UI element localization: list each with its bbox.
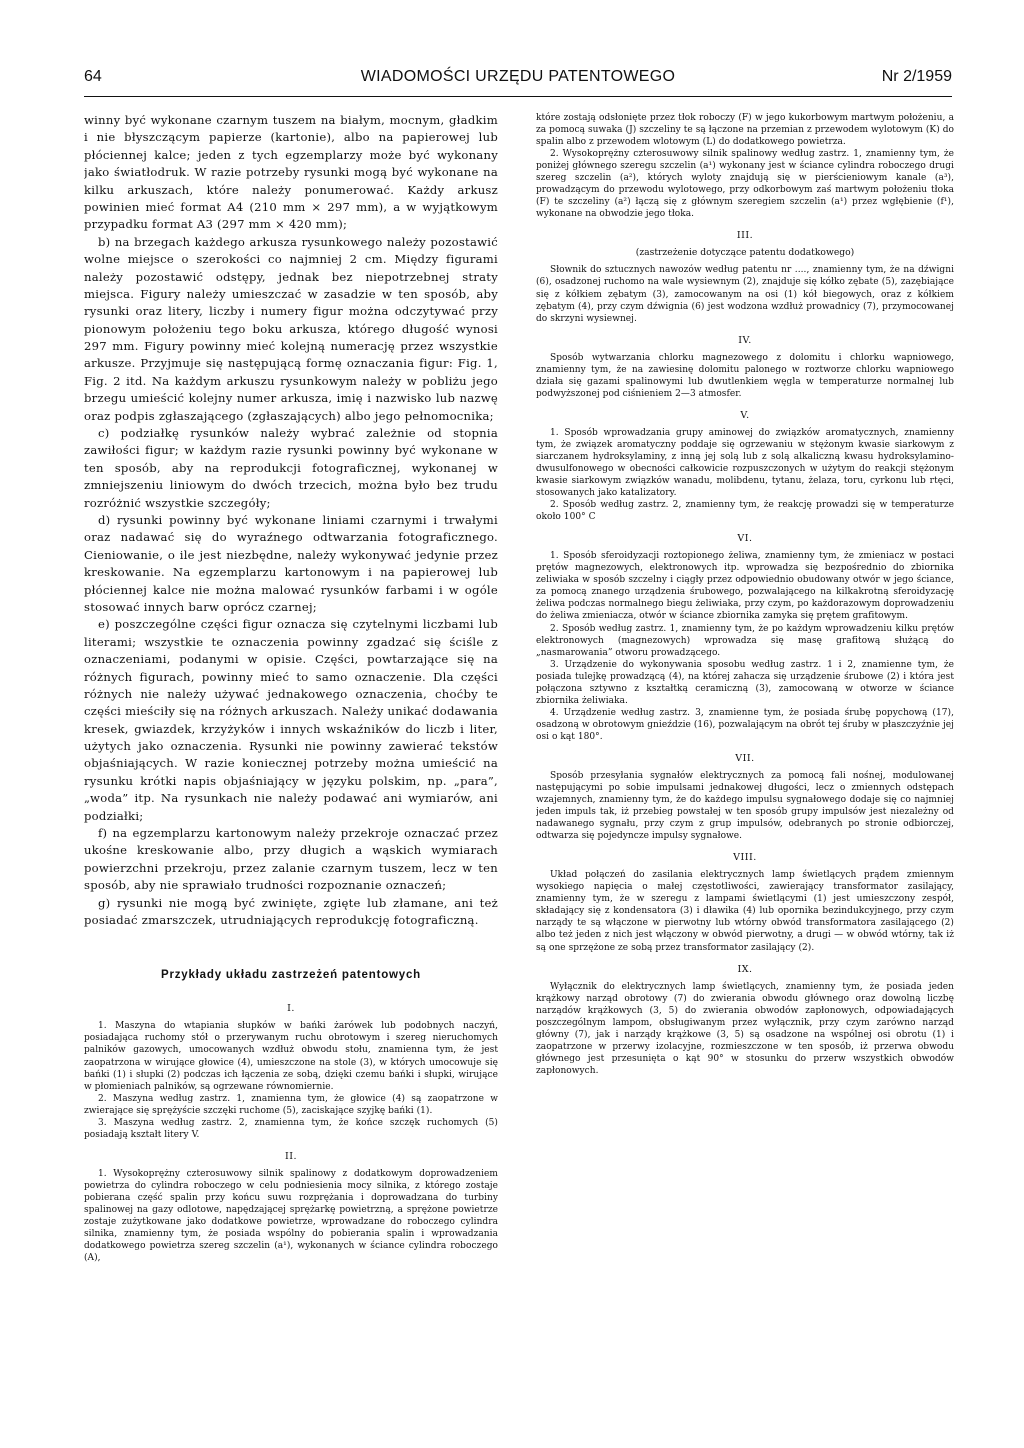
- claim: 1. Maszyna do wtapiania słupków w bańki żarówek lub podobnych naczyń, posiadająca ruchomy stół o przerywanym ruchu obrotowym i szereg nieruchomych palników gazowych, umocowanych wzdłuż obwodu stołu, znamienna tym, że jest zaopatrzona w wirujące głowice (4), umieszczone na stole (3), w których umocowuje się bańki (1) i słupki (2) podczas ich łączenia ze sobą, dzięki czemu bańki i słupki, wirujące w płomieniach palników, są ogrzewane równomiernie.: [84, 1021, 498, 1092]
- section-number: V.: [740, 409, 750, 421]
- paragraph: d) rysunki powinny być wykonane liniami czarnymi i trwałymi oraz nadawać się do wyraźnego odtwarzania fotograficznego. Cieniowanie, o ile jest niezbędne, należy wykonywać jedynie przez kreskowanie. Na egzemplarzu kartonowym i na papierowej lub płóciennej kalce nie można malować rysunków farbami i w ogóle stosować innych barw oprócz czarnej;: [84, 512, 498, 614]
- right-column: [536, 112, 954, 1077]
- section-number: I.: [287, 1003, 295, 1015]
- section-number: IX.: [737, 963, 753, 975]
- paragraph: c) podziałkę rysunków należy wybrać zależnie od stopnia zawiłości figur; w każdym razie rysunki powinny być wykonane w ten sposób, aby na reprodukcji fotograficznej, wykonanej w zmniejszeniu liniowym do dwóch trzecich, można było bez trudu rozróżnić wszystkie szczegóły;: [84, 426, 498, 510]
- claim: 1. Sposób wprowadzania grupy aminowej do związków aromatycznych, znamienny tym, że związek aromatyczny poddaje się ogrzewaniu w stężonym kwasie siarkowym z siarczanem hydroksylaminy, z inną jej solą lub z solą alkaliczną kwasu hydroksylamino-dwusulfonowego w obecności całkowicie rozpuszczonych w użytym do reakcji stężonym kwasie siarkowym związków wanadu, molibdenu, tytanu, żelaza, toru, cyrkonu lub rtęci, stosowanych jako katalizatory.: [536, 427, 954, 499]
- paragraph: f) na egzemplarzu kartonowym należy przekroje oznaczać przez ukośne kreskowanie albo, przy długich a wąskich wymiarach powierzchni przekroju, przez zalanie czarnym tuszem, lecz w ten sposób, aby nie sprawiało trudności rozpoznanie oznaczeń;: [84, 826, 498, 893]
- running-header: [84, 68, 952, 98]
- claim: Sposób przesyłania sygnałów elektrycznych za pomocą fali nośnej, modulowanej następującymi po sobie impulsami jednakowej długości, lecz o zmiennych odstępach wzajemnych, znamienny tym, że do każdego impulsu sygnałowego dodaje się co najmniej jeden impuls tak, iż przebieg powstałej w ten sposób grupy impulsów jest niezależny od nadawanego sygnału, przy czym z grup impulsów, odebranych po stronie odbiorczej, odtwarza się pojedyncze impulsy sygnałowe.: [536, 770, 954, 842]
- section-number: III.: [736, 230, 754, 242]
- claim: 1. Sposób sferoidyzacji roztopionego żeliwa, znamienny tym, że zmieniacz w postaci prętów magnezowych, elektronowych itp. wprowadza się bezpośrednio do zbiornika zeliwiaka w sposób szczelny i ciągły przez odpowiednio obudowany otwór w jego ściance, za pomocą znanego urządzenia śrubowego, pozwalającego na kilkakrotną sferoidyzację żeliwa podczas normalnego biegu żeliwiaka, przy czym, po każdorazowym doprowadzeniu do żeliwa zmieniacza, otwór w ściance zbiornika zamyka się prętem grafitowym.: [536, 551, 954, 622]
- claim: 2. Maszyna według zastrz. 1, znamienna tym, że głowice (4) są zaopatrzone w zwierające się sprężyście szczęki ruchome (5), zaciskające szyjkę bańki (1).: [84, 1093, 498, 1116]
- section-number: VI.: [737, 533, 753, 545]
- claim: 3. Maszyna według zastrz. 2, znamienna tym, że końce szczęk ruchomych (5) posiadają kształt litery V.: [84, 1117, 498, 1140]
- paragraph: winny być wykonane czarnym tuszem na białym, mocnym, gładkim i nie błyszczącym papierze (kartonie), albo na papierowej lub płóciennej kalce; jeden z tych egzemplarzy może być wykonany jako światłodruk. W razie potrzeby rysunki mogą być wykonane na kilku arkuszach, które należy ponumerować. Każdy arkusz powinien mieć format A4 (210 mm × 297 mm), a w wyjątkowym przypadku format A3 (297 mm × 420 mm);: [84, 113, 498, 232]
- claim: Układ połączeń do zasilania elektrycznych lamp świetlących prądem zmiennym wysokiego napięcia o małej częstotliwości, zawierający transformator zasilający, znamienny tym, że w szeregu z lampami świetlącymi (1) jest umieszczony zespół, składający się z kondensatora (3) i dławika (4) lub opornika bezindukcyjnego, przy czym narządy te są włączone w pierwotny lub wtórny obwód transformatora zasilającego (2) albo też jeden z nich jest włączony w obwód pierwotny, a drugi — w obwód wtórny, tak iż są one sprzężone ze sobą przez transformator zasilający (2).: [536, 870, 954, 953]
- claim: 2. Sposób według zastrz. 2, znamienny tym, że reakcję prowadzi się w temperaturze około 100° C: [536, 500, 954, 523]
- paragraph: e) poszczególne części figur oznacza się czytelnymi liczbami lub literami; wszystkie te oznaczenia powinny zgadzać się ściśle z oznaczeniami, podanymi w opisie. Części, powtarzające się na różnych figurach, powinny mieć to samo oznaczenie. Dla części różnych nie należy używać jednakowego oznaczenia, choćby te części mieściły się na różnych arkuszach. Należy unikać dodawania kresek, gwiazdek, krzyżyków i innych wskaźników do liczb i liter, użytych jako oznaczenia. Rysunki nie powinny zawierać tekstów objaśniających. W razie koniecznej potrzeby można umieścić na rysunku krótki napis objaśniający w języku polskim, np. „para”, „woda” itp. Na rysunkach nie należy podawać ani wymiarów, ani podziałki;: [84, 617, 498, 823]
- section-II: [84, 1151, 498, 1264]
- section-subtitle: (zastrzeżenie dotyczące patentu dodatkowego): [635, 247, 855, 259]
- drawing-requirements: [84, 112, 498, 929]
- paragraph: b) na brzegach każdego arkusza rysunkowego należy pozostawić wolne miejsce o szerokości co najmniej 2 cm. Między figurami należy pozostawić odstępy, jednak bez niepotrzebnej straty miejsca. Figury należy umieszczać w zasadzie w ten sposób, aby rysunki oraz litery, liczby i numery figur można odczytywać przy pionowym położeniu tego boku arkusza, którego długość wynosi 297 mm. Figury powinny mieć kolejną numerację przez wszystkie arkusze. Przyjmuje się następującą formę oznaczania figur: Fig. 1, Fig. 2 itd. Na każdym arkuszu rysunkowym należy w pobliżu jego brzegu umieścić kolejny numer arkusza, imię i nazwisko lub nazwę oraz podpis zgłaszającego (zgłaszających) albo jego pełnomocnika;: [84, 234, 498, 423]
- section-number: VII.: [735, 752, 755, 764]
- claim: Sposób wytwarzania chlorku magnezowego z dolomitu i chlorku wapniowego, znamienny tym, że na zawiesinę dolomitu palonego w roztworze chlorku wapniowego działa się gazami spalinowymi lub dwutlenkiem węgla w temperaturze normalnej lub podwyższonej pod ciśnieniem 2—3 atmosfer.: [536, 352, 954, 399]
- paragraph: g) rysunki nie mogą być zwinięte, zgięte lub złamane, ani też posiadać zmarszczek, utrudniających reprodukcję fotograficzną.: [84, 895, 498, 927]
- claim: Wyłącznik do elektrycznych lamp świetlących, znamienny tym, że posiada jeden krążkowy narząd obrotowy (7) do zwierania obwodu głównego oraz dowolną liczbę narządów krążkowych (3, 5) do zwierania obwodów zapłonowych, odpowiadających poszczególnym lampom, obsługiwanym przez wyłącznik, przy czym zarówno narząd główny (7), jak i narządy krążkowe (3, 5) są osadzone na wspólnej osi obrotu (1) i zaopatrzone w przerwy izolacyjne, rozmieszczone w ten sposób, iż przerwa obwodu głównego jest przesunięta o kąt 90° w stosunku do przerw wszystkich obwodów zapłonowych.: [536, 981, 954, 1076]
- claim: które zostają odsłonięte przez tłok roboczy (F) w jego kukorbowym martwym położeniu, a za pomocą suwaka (J) szczeliny te są łączone na przemian z przewodem wylotowym (K) do spalin albo z przewodem wlotowym (L) do dodatkowego powietrza.: [536, 113, 954, 148]
- section-I: [84, 1003, 498, 1140]
- claim: 3. Urządzenie do wykonywania sposobu według zastrz. 1 i 2, znamienne tym, że posiada tulejkę prowadzącą (4), na której zahacza się urządzenie śrubowe (2) i która jest połączona sztywno z kształtką ceramiczną (3), zamocowaną w otworze w ściance zbiornika żeliwiaka.: [536, 659, 954, 706]
- claim: 1. Wysokoprężny czterosuwowy silnik spalinowy z dodatkowym doprowadzeniem powietrza do cylindra roboczego w celu podniesienia mocy silnika, z którego zostaje pobierana część spalin przy końcu suwu rozprężania i doprowadzana do turbiny spalinowej na gazy odlotowe, napędzającej sprężarkę powietrzną, a sprężone powietrze zostaje zużytkowane jako dodatkowe powietrze, wprowadzane do roboczego cylindra silnika, znamienny tym, że posiada wspólny do pobierania spalin i wprowadzania dodatkowego powietrza szereg szczelin (a¹), wykonanych w ściance cylindra roboczego (A),: [84, 1168, 498, 1264]
- left-column: [84, 112, 498, 1264]
- header-rule: [84, 96, 952, 97]
- page-number: 64: [84, 68, 102, 85]
- claim: 4. Urządzenie według zastrz. 3, znamienne tym, że posiada śrubę popychową (17), osadzoną w obrotowym gnieździe (16), pozwalającym na obrót tej śruby w płaszczyźnie jej osi o kąt 180°.: [536, 707, 954, 742]
- claim: 2. Wysokoprężny czterosuwowy silnik spalinowy według zastrz. 1, znamienny tym, że poniżej głównego szeregu szczelin (a¹) wykonany jest w ściance cylindra roboczego drugi szereg szczelin (a²), których wyloty znajdują się w pierścieniowym kanale (a³), prowadzącym do przewodu wylotowego, przy odkorbowym zaś martwym położeniu tłoka (F) te szczeliny (a²) łączą się z głównym szeregiem szczelin (a¹) przez wgłębienie (f¹), wykonane na obwodzie jego tłoka.: [536, 149, 954, 220]
- claim: 2. Sposób według zastrz. 1, znamienny tym, że po każdym wprowadzeniu kilku prętów elektronowych (magnezowych) wprowadza się masę grafitową służącą do „nasmarowania” otworu prowadzącego.: [536, 623, 954, 658]
- section-number: II.: [284, 1150, 298, 1162]
- issue-number: Nr 2/1959: [881, 68, 952, 85]
- journal-title: WIADOMOŚCI URZĘDU PATENTOWEGO: [360, 68, 676, 85]
- claim: Słownik do sztucznych nawozów według patentu nr ...., znamienny tym, że na dźwigni (6), osadzonej ruchomo na wale wysiewnym (2), znajduje się kółko zębate (5), zazębiające się z kółkiem zębatym (3), zamocowanym na osi (1) kół biegowych, oraz z kółkiem zębatym (4), przy czym dźwignia (6) jest wodzona wzdłuż prowadnicy (7), przymocowanej do skrzyni wysiewnej.: [536, 265, 954, 324]
- section-number: VIII.: [733, 852, 757, 864]
- examples-heading: Przykłady układu zastrzeżeń patentowych: [161, 969, 421, 982]
- section-number: IV.: [738, 334, 752, 346]
